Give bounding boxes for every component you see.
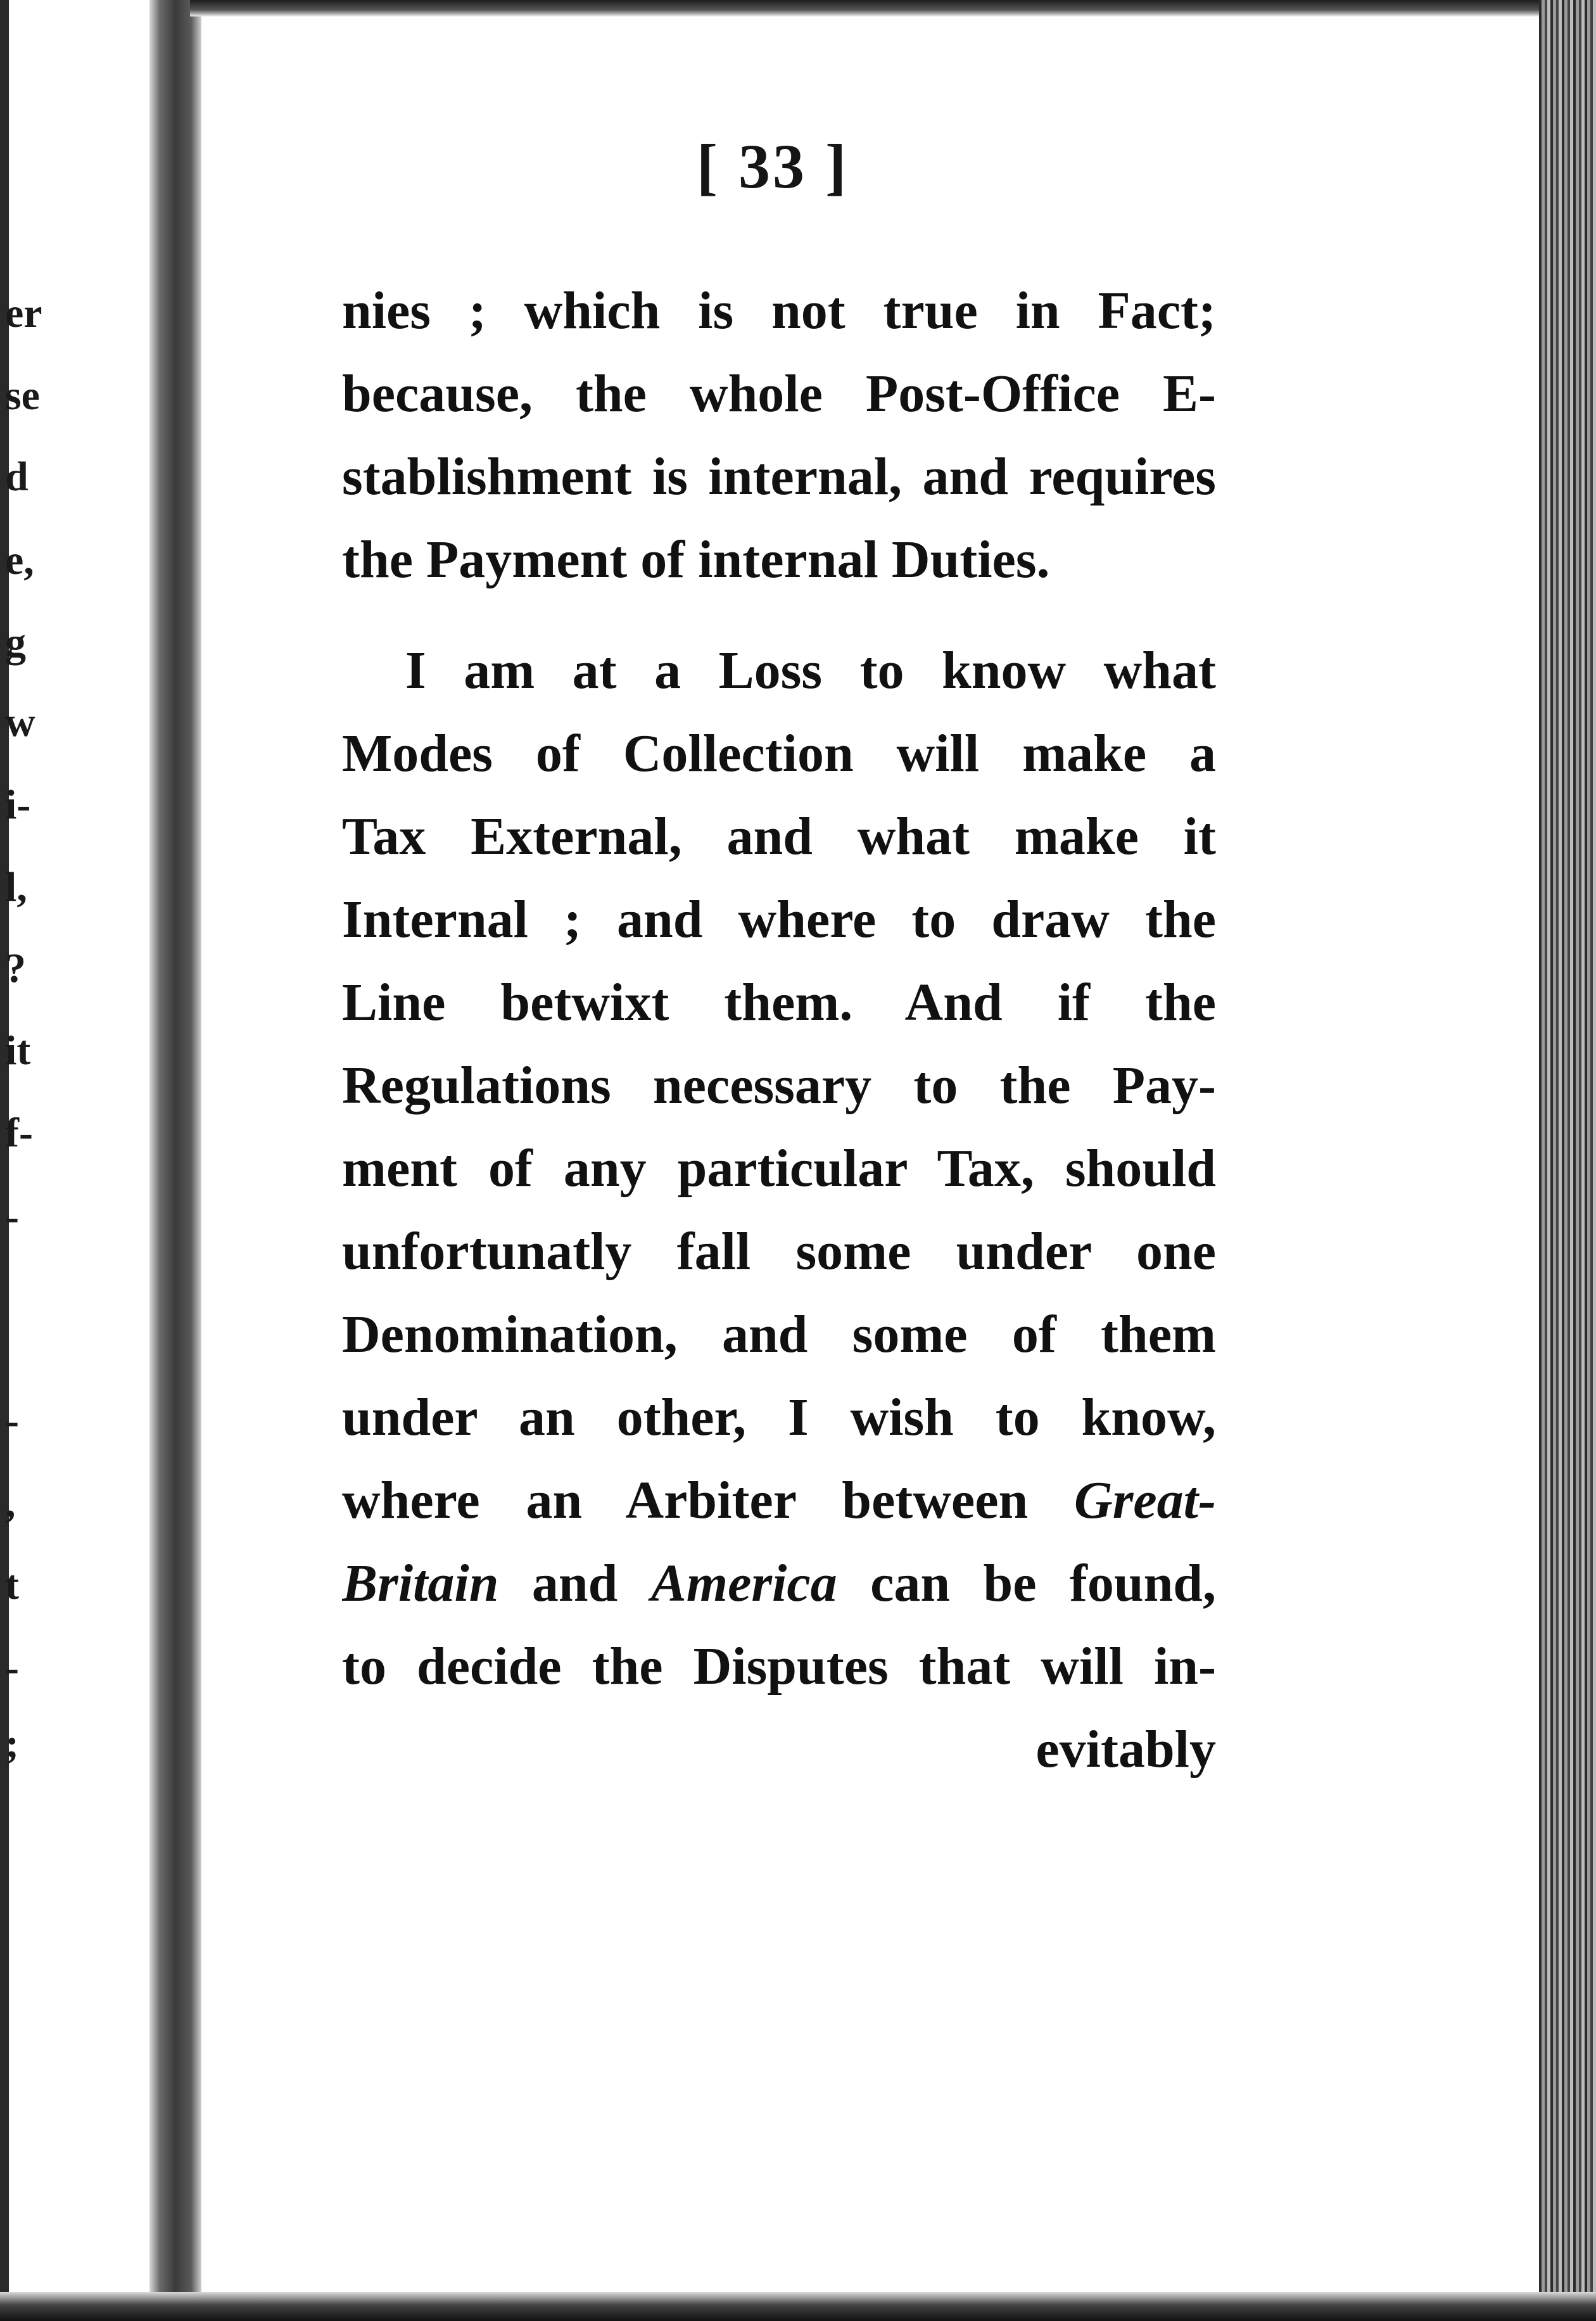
text-line: Tax External, and what make it <box>342 807 1216 866</box>
text-segment: where an Arbiter between <box>342 1471 1029 1530</box>
text-line: Regulations necessary to the Pay- <box>342 1056 1216 1115</box>
text-line: Internal ; and where to draw the <box>342 890 1216 949</box>
left-page-fragment: - <box>5 1397 19 1444</box>
text-line: stablishment is internal, and requires <box>342 447 1216 506</box>
italic-word: Great- <box>1074 1471 1216 1530</box>
scan-edge-left <box>0 0 9 2321</box>
text-line <box>342 1542 1216 1625</box>
text-line: unfortunatly fall some under one <box>342 1222 1216 1281</box>
text-line: I am at a Loss to know what <box>405 641 1216 700</box>
left-page-fragment: f- <box>5 1110 33 1156</box>
text-line: because, the whole Post-Office E- <box>342 364 1216 423</box>
scan-edge-top <box>190 0 1596 16</box>
text-segment: can be found, <box>870 1554 1216 1613</box>
text-line: Line betwixt them. And if the <box>342 973 1216 1032</box>
left-page-fragment: e, <box>5 537 34 583</box>
paragraph-1 <box>342 269 1216 601</box>
left-page-fragment: l, <box>5 864 27 910</box>
left-page-fragment: , <box>5 1480 16 1526</box>
text-line: under an other, I wish to know, <box>342 1388 1216 1447</box>
paragraph-2 <box>342 629 1216 1791</box>
text-line <box>342 1459 1216 1542</box>
page-stack-edge <box>1539 0 1596 2321</box>
text-line: Denomination, and some of them <box>342 1305 1216 1364</box>
text-line: nies ; which is not true in Fact; <box>342 281 1216 340</box>
scan-edge-bottom <box>0 2292 1596 2321</box>
left-page-fragment: it <box>5 1027 31 1074</box>
text-line: Modes of Collection will make a <box>342 724 1216 783</box>
text-line: the Payment of internal Duties. <box>342 530 1050 589</box>
left-page-fragment: er <box>5 290 42 336</box>
left-page-fragment: - <box>5 1644 19 1691</box>
left-page-fragment: g <box>5 620 26 666</box>
italic-word: America <box>650 1554 837 1613</box>
left-page-fragment: d <box>5 454 28 500</box>
left-page-fragment: se <box>5 372 40 419</box>
left-page-fragment: w <box>5 699 35 746</box>
text-segment: and <box>531 1554 618 1613</box>
binding-gutter <box>149 0 201 2321</box>
page-number: [ 33 ] <box>696 131 849 201</box>
text-line: to decide the Disputes that will in- <box>342 1637 1216 1696</box>
text-line: ment of any particular Tax, should <box>342 1139 1216 1198</box>
italic-word: Britain <box>342 1554 499 1613</box>
left-page-fragment: - <box>5 1193 19 1240</box>
left-page-fragment: ; <box>5 1720 19 1767</box>
catchword: evitably <box>1036 1720 1216 1779</box>
left-page-fragment: ? <box>5 945 26 991</box>
body-text <box>342 269 1216 1791</box>
left-page-fragment: i- <box>5 782 31 828</box>
left-page-fragment: t <box>5 1562 19 1608</box>
